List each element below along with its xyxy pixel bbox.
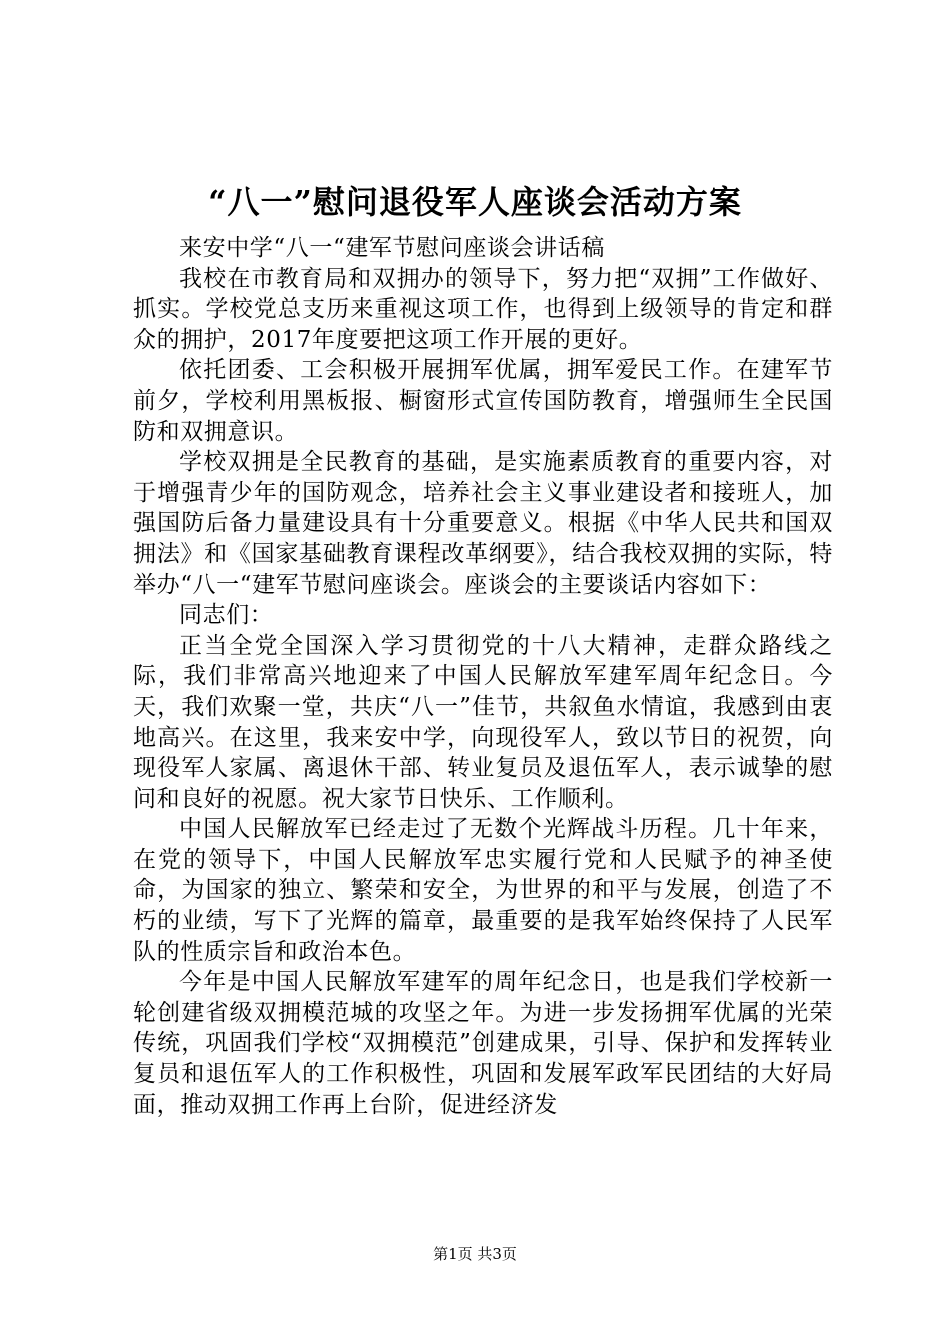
paragraph: 依托团委、工会积极开展拥军优属，拥军爱民工作。在建军节前夕，学校利用黑板报、橱窗形式宣传国防教育，增强师生全民国防和双拥意识。 <box>133 357 833 445</box>
paragraph: 今年是中国人民解放军建军的周年纪念日，也是我们学校新一轮创建省级双拥模范城的攻坚之年。为进一步发扬拥军优属的光荣传统，巩固我们学校“双拥模范”创建成果，引导、保护和发挥转业复员和退伍军人的工作积极性，巩固和发展军政军民团结的大好局面，推动双拥工作再上台阶，促进经济发 <box>133 969 833 1118</box>
paragraph: 来安中学“八一“建军节慰问座谈会讲话稿 <box>179 235 605 261</box>
paragraph: 中国人民解放军已经走过了无数个光辉战斗历程。几十年来，在党的领导下，中国人民解放军忠实履行党和人民赋予的神圣使命，为国家的独立、繁荣和安全，为世界的和平与发展，创造了不朽的业绩，写下了光辉的篇章，最重要的是我军始终保持了人民军队的性质宗旨和政治本色。 <box>133 816 833 965</box>
document-body <box>133 233 833 1120</box>
paragraph: 学校双拥是全民教育的基础，是实施素质教育的重要内容，对于增强青少年的国防观念，培养社会主义事业建设者和接班人，加强国防后备力量建设具有十分重要意义。根据《中华人民共和国双拥法》和《国家基础教育课程改革纲要》，结合我校双拥的实际，特举办“八一“建军节慰问座谈会。座谈会的主要谈话内容如下： <box>133 449 833 598</box>
paragraph: 正当全党全国深入学习贯彻党的十八大精神，走群众路线之际，我们非常高兴地迎来了中国人民解放军建军周年纪念日。今天，我们欢聚一堂，共庆“八一”佳节，共叙鱼水情谊，我感到由衷地高兴。在这里，我来安中学，向现役军人，致以节日的祝贺，向现役军人家属、离退休干部、转业复员及退伍军人，表示诚挚的慰问和良好的祝愿。祝大家节日快乐、工作顺利。 <box>133 632 833 812</box>
page-number-footer: 第1页 共3页 <box>433 1245 517 1263</box>
paragraph: 我校在市教育局和双拥办的领导下，努力把“双拥”工作做好、抓实。学校党总支历来重视这项工作，也得到上级领导的肯定和群众的拥护，2017年度要把这项工作开展的更好。 <box>133 265 833 353</box>
paragraph: 同志们： <box>179 602 274 629</box>
document-title: “八一”慰问退役军人座谈会活动方案 <box>208 183 742 221</box>
